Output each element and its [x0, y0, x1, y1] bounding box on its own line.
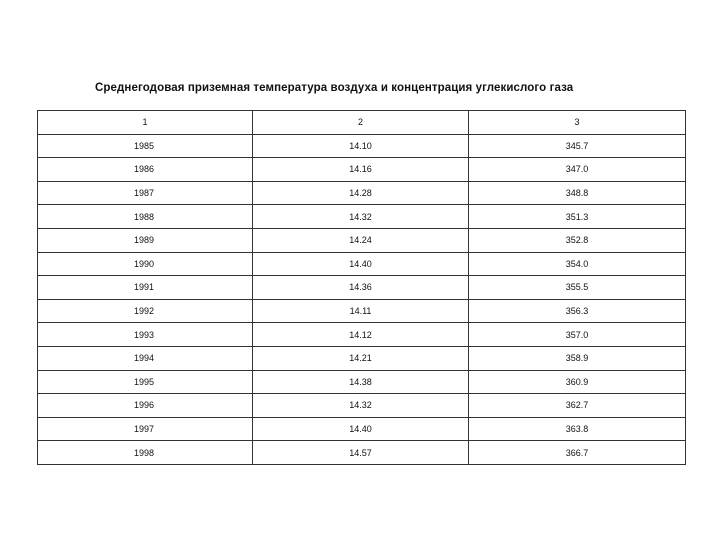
- table-row: [38, 370, 686, 394]
- co2-cell: 357.0: [469, 323, 686, 347]
- year-cell: 1989: [38, 228, 253, 252]
- table-row: [38, 346, 686, 370]
- column-header: 1: [38, 111, 253, 135]
- year-cell: 1987: [38, 181, 253, 205]
- year-cell: 1994: [38, 346, 253, 370]
- temperature-cell: 14.11: [253, 299, 469, 323]
- year-cell: 1998: [38, 441, 253, 465]
- table-row: [38, 441, 686, 465]
- table-title: Среднегодовая приземная температура воздуха и концентрация углекислого газа: [95, 82, 574, 94]
- co2-cell: 352.8: [469, 228, 686, 252]
- temperature-cell: 14.10: [253, 134, 469, 158]
- year-cell: 1991: [38, 276, 253, 300]
- temperature-cell: 14.12: [253, 323, 469, 347]
- year-cell: 1995: [38, 370, 253, 394]
- table-row: [38, 276, 686, 300]
- co2-cell: 356.3: [469, 299, 686, 323]
- temperature-cell: 14.32: [253, 394, 469, 418]
- co2-cell: 366.7: [469, 441, 686, 465]
- column-header: 2: [253, 111, 469, 135]
- co2-cell: 354.0: [469, 252, 686, 276]
- temperature-cell: 14.24: [253, 228, 469, 252]
- data-table: [37, 110, 686, 465]
- table-row: [38, 417, 686, 441]
- temperature-cell: 14.28: [253, 181, 469, 205]
- co2-cell: 360.9: [469, 370, 686, 394]
- co2-cell: 355.5: [469, 276, 686, 300]
- table-header-row: [38, 111, 686, 135]
- table-row: [38, 181, 686, 205]
- year-cell: 1986: [38, 158, 253, 182]
- temperature-cell: 14.36: [253, 276, 469, 300]
- year-cell: 1997: [38, 417, 253, 441]
- column-header: 3: [469, 111, 686, 135]
- table-row: [38, 158, 686, 182]
- co2-cell: 362.7: [469, 394, 686, 418]
- co2-cell: 345.7: [469, 134, 686, 158]
- year-cell: 1996: [38, 394, 253, 418]
- temperature-cell: 14.21: [253, 346, 469, 370]
- table-row: [38, 323, 686, 347]
- year-cell: 1992: [38, 299, 253, 323]
- temperature-cell: 14.57: [253, 441, 469, 465]
- temperature-cell: 14.38: [253, 370, 469, 394]
- co2-cell: 347.0: [469, 158, 686, 182]
- temperature-cell: 14.40: [253, 417, 469, 441]
- co2-cell: 363.8: [469, 417, 686, 441]
- co2-cell: 348.8: [469, 181, 686, 205]
- table-row: [38, 205, 686, 229]
- table-row: [38, 252, 686, 276]
- table-row: [38, 228, 686, 252]
- temperature-cell: 14.40: [253, 252, 469, 276]
- co2-cell: 358.9: [469, 346, 686, 370]
- year-cell: 1985: [38, 134, 253, 158]
- table-body: [38, 134, 686, 464]
- co2-cell: 351.3: [469, 205, 686, 229]
- temperature-cell: 14.16: [253, 158, 469, 182]
- table-row: [38, 299, 686, 323]
- year-cell: 1993: [38, 323, 253, 347]
- temperature-cell: 14.32: [253, 205, 469, 229]
- table-row: [38, 394, 686, 418]
- year-cell: 1990: [38, 252, 253, 276]
- year-cell: 1988: [38, 205, 253, 229]
- table-row: [38, 134, 686, 158]
